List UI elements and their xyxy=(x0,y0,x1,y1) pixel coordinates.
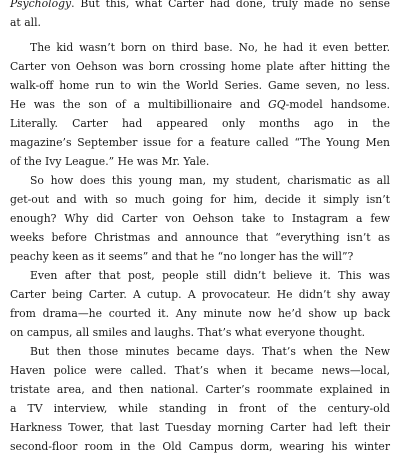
text-line: enough? Why did Carter von Oehson take to Instagram a few xyxy=(10,212,390,225)
text-line: The kid wasn’t born on third base. No, he had it even better. xyxy=(30,41,390,54)
text-line: Literally. Carter had appeared only months ago in the xyxy=(10,117,390,130)
text-line: of the Ivy League.” He was Mr. Yale. xyxy=(10,155,210,168)
text-line xyxy=(10,95,390,114)
text-segment: -model handsome. xyxy=(285,98,390,111)
text-line: on campus, all smiles and laughs. That’s what everyone thought. xyxy=(10,326,366,339)
text-line: get-out and with so much going for him, decide it simply isn’t xyxy=(10,193,390,206)
text-line: Even after that post, people still didn’t believe it. This was xyxy=(30,269,390,282)
text-line: So how does this young man, my student, charismatic as all xyxy=(30,174,390,187)
text-line: walk-off home run to win the World Series. Game seven, no less. xyxy=(10,79,390,92)
text-segment: . But this, what Carter had done, truly made no sense xyxy=(71,0,390,10)
text-line: peachy keen as it seems” and that he “no longer has the will”? xyxy=(10,250,354,263)
text-segment: He was the son of a multibillionaire and xyxy=(10,98,269,111)
text-line: magazine’s September issue for a feature called “The Young Men xyxy=(10,136,390,149)
text-line: But then those minutes became days. That’s when the New xyxy=(30,345,390,358)
text-line: tristate area, and then national. Carter’s roommate explained in xyxy=(10,383,390,396)
text-line: at all. xyxy=(10,16,41,29)
text-line: second-floor room in the Old Campus dorm, wearing his winter xyxy=(10,440,390,453)
text-line xyxy=(10,0,390,13)
text-line: from drama—he courted it. Any minute now he’d show up back xyxy=(10,307,390,320)
text-line: weeks before Christmas and announce that “everything isn’t as xyxy=(10,231,390,244)
italic-text: Psychology xyxy=(10,0,72,10)
text-line: Haven police were called. That’s when it became news—local, xyxy=(10,364,390,377)
italic-text: GQ xyxy=(268,98,286,111)
text-line: Carter being Carter. A cutup. A provocateur. He didn’t shy away xyxy=(10,288,390,301)
text-line: Harkness Tower, that last Tuesday morning Carter had left their xyxy=(10,421,390,434)
text-line: a TV interview, while standing in front of the century-old xyxy=(10,402,390,415)
text-line: Carter von Oehson was born crossing home plate after hitting the xyxy=(10,60,390,73)
